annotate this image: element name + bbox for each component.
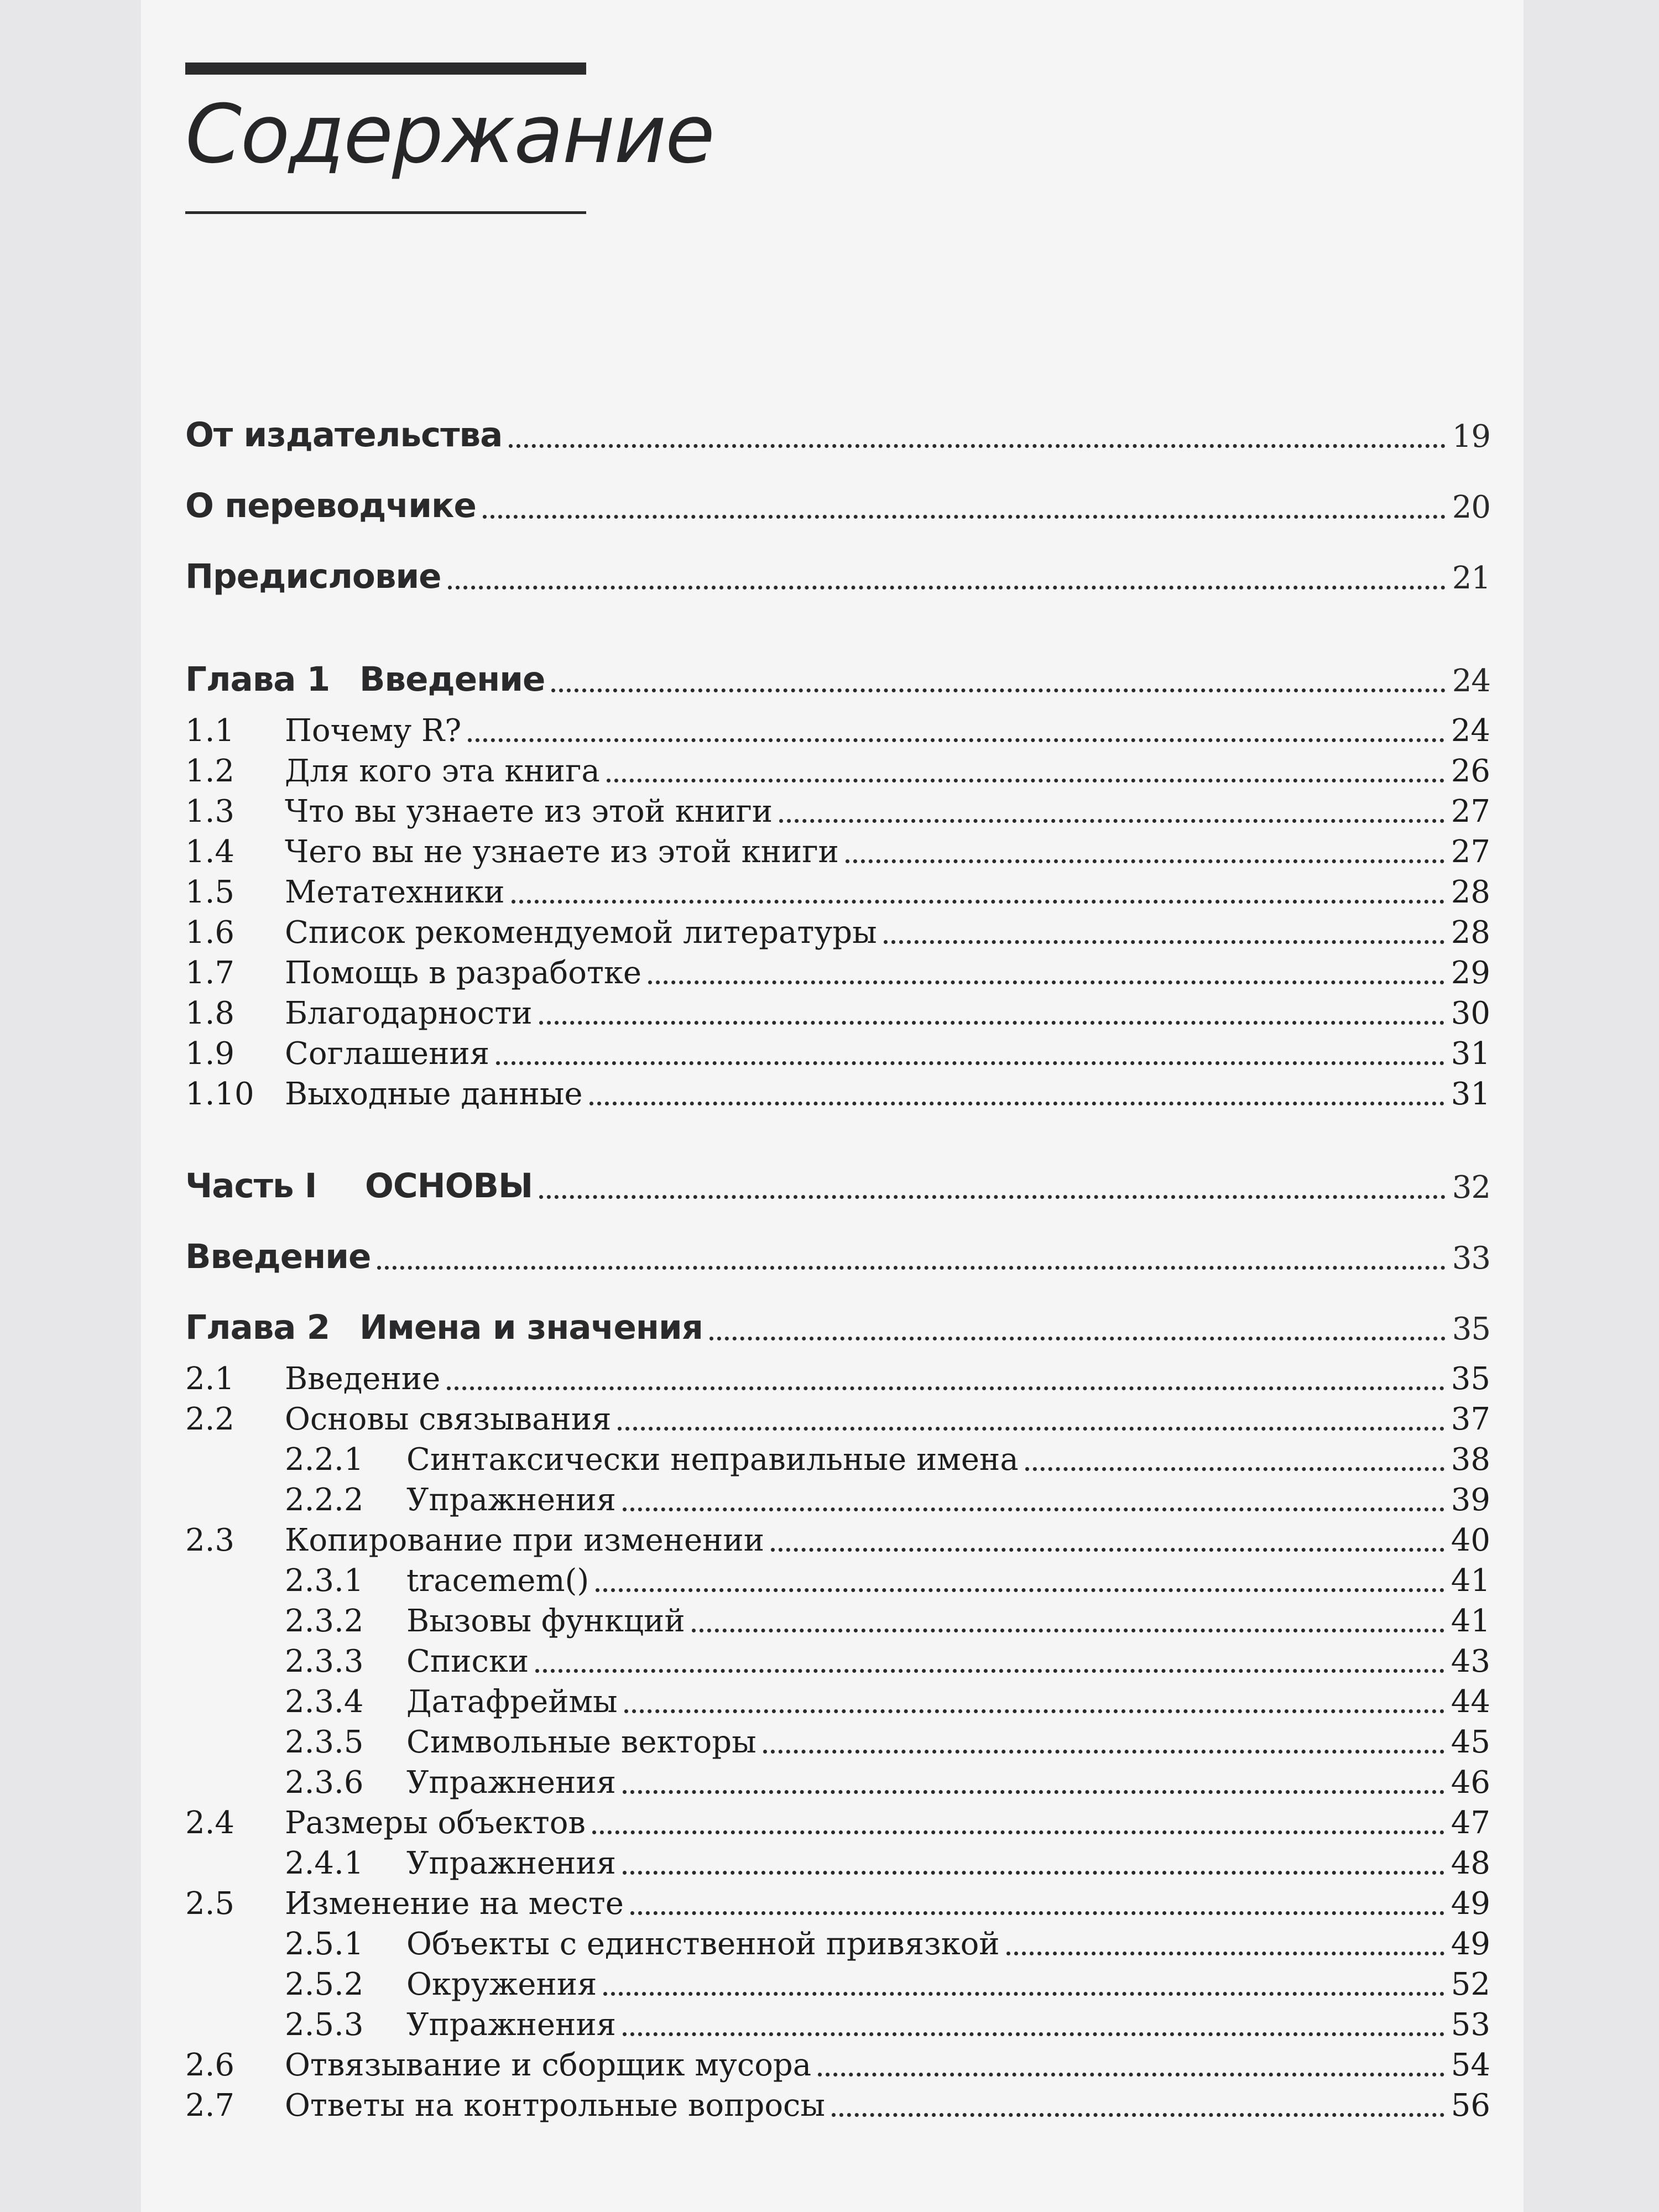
toc-entry-title: Выходные данные bbox=[285, 1076, 583, 1112]
toc-entry-page-number: 19 bbox=[1452, 419, 1490, 455]
dot-leader bbox=[692, 1629, 1444, 1632]
toc-entry-title: От издательства bbox=[185, 415, 503, 455]
dot-leader bbox=[596, 1588, 1444, 1592]
toc-entry-number: 1.10 bbox=[185, 1076, 254, 1112]
dot-leader bbox=[709, 1337, 1446, 1340]
dot-leader bbox=[539, 1195, 1446, 1199]
toc-entry-page-number: 29 bbox=[1451, 955, 1490, 991]
toc-entry[interactable] bbox=[185, 1232, 1490, 1276]
dot-leader bbox=[763, 1750, 1444, 1754]
toc-entry-title: Благодарности bbox=[285, 995, 533, 1031]
toc-entry-number: 2.5.2 bbox=[285, 1966, 364, 2002]
dot-leader bbox=[483, 515, 1446, 519]
toc-entry-number: 2.2.1 bbox=[285, 1442, 364, 1478]
dot-leader bbox=[607, 779, 1444, 782]
toc-entry-number: 2.5.1 bbox=[285, 1926, 364, 1962]
toc-entry[interactable] bbox=[185, 1963, 1490, 2002]
toc-entry-number: 1.4 bbox=[185, 834, 235, 870]
toc-entry-page-number: 33 bbox=[1452, 1240, 1490, 1276]
dot-leader bbox=[623, 1790, 1444, 1794]
toc-entry-page-number: 54 bbox=[1451, 2047, 1490, 2083]
toc-entry-page-number: 48 bbox=[1451, 1845, 1490, 1881]
toc-entry-page-number: 26 bbox=[1451, 753, 1490, 789]
toc-entry[interactable] bbox=[185, 1438, 1490, 1478]
toc-entry[interactable] bbox=[185, 655, 1490, 699]
toc-entry[interactable] bbox=[185, 870, 1490, 910]
toc-entry-number: 2.2 bbox=[185, 1401, 235, 1437]
toc-entry-title: Ответы на контрольные вопросы bbox=[285, 2088, 825, 2124]
toc-entry[interactable] bbox=[185, 2084, 1490, 2124]
dot-leader bbox=[551, 688, 1445, 692]
dot-leader bbox=[535, 1669, 1444, 1673]
toc-entry-title: Упражнения bbox=[406, 1845, 616, 1881]
toc-entry[interactable] bbox=[185, 830, 1490, 870]
toc-entry-number: 1.3 bbox=[185, 794, 235, 830]
dot-leader bbox=[648, 980, 1444, 984]
toc-entry-title: Введение bbox=[285, 1361, 441, 1397]
toc-entry-number: 2.3.4 bbox=[285, 1684, 364, 1720]
toc-entry-title: Помощь в разработке bbox=[285, 955, 642, 991]
toc-entry-title: Синтаксически неправильные имена bbox=[406, 1442, 1019, 1478]
toc-entry-number: 2.1 bbox=[185, 1361, 235, 1397]
toc-entry-number: 1.7 bbox=[185, 955, 235, 991]
toc-entry[interactable] bbox=[185, 1303, 1490, 1347]
toc-entry[interactable] bbox=[185, 992, 1490, 1031]
dot-leader bbox=[448, 586, 1446, 589]
toc-entry-number: 2.3.6 bbox=[285, 1765, 364, 1801]
toc-entry[interactable] bbox=[185, 1599, 1490, 1639]
toc-entry[interactable] bbox=[185, 410, 1490, 455]
toc-entry-number: 1.6 bbox=[185, 915, 235, 951]
toc-entry[interactable] bbox=[185, 951, 1490, 991]
toc-entry-page-number: 37 bbox=[1451, 1401, 1490, 1437]
toc-entry-title: Датафреймы bbox=[406, 1684, 618, 1720]
dot-leader bbox=[1025, 1467, 1444, 1471]
toc-entry-page-number: 43 bbox=[1451, 1644, 1490, 1679]
toc-entry-page-number: 35 bbox=[1451, 1361, 1490, 1397]
dot-leader bbox=[630, 1911, 1444, 1915]
toc-entry-page-number: 24 bbox=[1451, 713, 1490, 749]
dot-leader bbox=[377, 1266, 1445, 1270]
toc-entry-number: 2.3.1 bbox=[285, 1563, 364, 1599]
dot-leader bbox=[624, 1709, 1444, 1713]
toc-entry[interactable] bbox=[185, 790, 1490, 830]
dot-leader bbox=[818, 2073, 1444, 2077]
toc-entry-title: Изменение на месте bbox=[285, 1886, 624, 1922]
dot-leader bbox=[589, 1102, 1444, 1105]
toc-entry-page-number: 47 bbox=[1451, 1805, 1490, 1841]
toc-entry-number: 2.6 bbox=[185, 2047, 235, 2083]
toc-entry-page-number: 20 bbox=[1452, 489, 1490, 525]
toc-entry-number: 2.3.3 bbox=[285, 1644, 364, 1679]
toc-entry-title: Введение bbox=[185, 1237, 371, 1276]
toc-entry-page-number: 49 bbox=[1451, 1926, 1490, 1962]
toc-entry-title: Упражнения bbox=[406, 2007, 616, 2043]
toc-entry[interactable] bbox=[185, 1922, 1490, 1962]
toc-entry[interactable] bbox=[185, 1720, 1490, 1760]
toc-entry[interactable] bbox=[185, 709, 1490, 749]
dot-leader bbox=[884, 940, 1444, 944]
dot-leader bbox=[846, 859, 1444, 863]
toc-entry-page-number: 49 bbox=[1451, 1886, 1490, 1922]
toc-entry-title: Списки bbox=[406, 1644, 529, 1679]
toc-entry-page-number: 28 bbox=[1451, 874, 1490, 910]
toc-entry[interactable] bbox=[185, 1032, 1490, 1072]
toc-entry-page-number: 35 bbox=[1452, 1311, 1490, 1347]
toc-entry[interactable] bbox=[185, 1559, 1490, 1599]
page-title: Содержание bbox=[185, 87, 714, 181]
toc-entry-title: Отвязывание и сборщик мусора bbox=[285, 2047, 812, 2083]
toc-entry-title: Основы связывания bbox=[285, 1401, 612, 1437]
dot-leader bbox=[539, 1021, 1444, 1025]
dot-leader bbox=[509, 444, 1445, 448]
dot-leader bbox=[779, 819, 1444, 823]
toc-entry[interactable] bbox=[185, 1841, 1490, 1881]
toc-entry-page-number: 30 bbox=[1451, 995, 1490, 1031]
toc-entry[interactable] bbox=[185, 1478, 1490, 1518]
dot-leader bbox=[592, 1830, 1444, 1834]
toc-entry-page-number: 56 bbox=[1451, 2088, 1490, 2124]
dot-leader bbox=[832, 2113, 1444, 2117]
toc-entry-title: Окружения bbox=[406, 1966, 597, 2002]
toc-entry-title: Метатехники bbox=[285, 874, 505, 910]
toc-entry-number: 1.2 bbox=[185, 753, 235, 789]
toc-entry[interactable] bbox=[185, 1801, 1490, 1841]
toc-entry-number: Глава 2 bbox=[185, 1308, 330, 1347]
toc-entry-page-number: 27 bbox=[1451, 794, 1490, 830]
dot-leader bbox=[623, 2032, 1444, 2036]
toc-entry[interactable] bbox=[185, 1357, 1490, 1397]
toc-entry[interactable] bbox=[185, 1161, 1490, 1206]
dot-leader bbox=[623, 1871, 1444, 1875]
toc-entry-title: Список рекомендуемой литературы bbox=[285, 915, 877, 951]
toc-entry-page-number: 41 bbox=[1451, 1563, 1490, 1599]
toc-entry-page-number: 39 bbox=[1451, 1482, 1490, 1518]
toc-entry-title: Имена и значения bbox=[359, 1308, 703, 1347]
toc-entry[interactable] bbox=[185, 1882, 1490, 1922]
toc-entry-page-number: 28 bbox=[1451, 915, 1490, 951]
toc-entry-page-number: 31 bbox=[1451, 1036, 1490, 1072]
toc-entry[interactable] bbox=[185, 911, 1490, 951]
toc-entry[interactable] bbox=[185, 749, 1490, 789]
toc-entry-number: 1.8 bbox=[185, 995, 235, 1031]
toc-entry[interactable] bbox=[185, 1640, 1490, 1679]
toc-entry-page-number: 27 bbox=[1451, 834, 1490, 870]
toc-entry-title: Предисловие bbox=[185, 557, 441, 596]
dot-leader bbox=[1006, 1952, 1444, 1955]
dot-leader bbox=[468, 738, 1444, 742]
toc-entry-page-number: 46 bbox=[1451, 1765, 1490, 1801]
toc-entry[interactable] bbox=[185, 1680, 1490, 1720]
toc-entry-number: 2.5 bbox=[185, 1886, 235, 1922]
toc-entry-title: Вызовы функций bbox=[406, 1603, 685, 1639]
toc-entry-page-number: 45 bbox=[1451, 1724, 1490, 1760]
toc-entry[interactable] bbox=[185, 2003, 1490, 2043]
toc-entry-title: О переводчике bbox=[185, 486, 476, 525]
toc-entry-title: ОСНОВЫ bbox=[365, 1166, 533, 1206]
toc-entry-page-number: 21 bbox=[1452, 560, 1490, 596]
toc-entry-number: 1.5 bbox=[185, 874, 235, 910]
toc-entry[interactable] bbox=[185, 1761, 1490, 1801]
toc-entry-number: Глава 1 bbox=[185, 660, 330, 699]
toc-entry-number: 2.2.2 bbox=[285, 1482, 364, 1518]
toc-entry-page-number: 31 bbox=[1451, 1076, 1490, 1112]
toc-entry-page-number: 38 bbox=[1451, 1442, 1490, 1478]
toc-entry[interactable] bbox=[185, 1519, 1490, 1558]
dot-leader bbox=[496, 1061, 1444, 1065]
toc-entry-number: 2.5.3 bbox=[285, 2007, 364, 2043]
dot-leader bbox=[512, 900, 1444, 904]
toc-entry-title: Соглашения bbox=[285, 1036, 490, 1072]
toc-entry-page-number: 24 bbox=[1452, 663, 1490, 699]
toc-entry-title: Упражнения bbox=[406, 1482, 616, 1518]
toc-entry-number: 2.4 bbox=[185, 1805, 235, 1841]
dot-leader bbox=[771, 1548, 1444, 1552]
toc-entry[interactable] bbox=[185, 2043, 1490, 2083]
toc-entry-title: Почему R? bbox=[285, 713, 462, 749]
toc-entry-number: 1.9 bbox=[185, 1036, 235, 1072]
dot-leader bbox=[603, 1992, 1444, 1996]
toc-entry-page-number: 52 bbox=[1451, 1966, 1490, 2002]
toc-entry[interactable] bbox=[185, 481, 1490, 525]
toc-entry-page-number: 40 bbox=[1451, 1522, 1490, 1558]
toc-entry-page-number: 32 bbox=[1452, 1170, 1490, 1206]
toc-entry-title: Копирование при изменении bbox=[285, 1522, 765, 1558]
toc-entry-title: Чего вы не узнаете из этой книги bbox=[285, 834, 839, 870]
toc-entry-number: 1.1 bbox=[185, 713, 235, 749]
toc-entry[interactable] bbox=[185, 552, 1490, 596]
toc-entry-title: Символьные векторы bbox=[406, 1724, 757, 1760]
toc-entry-title: tracemem() bbox=[406, 1563, 589, 1599]
toc-entry-number: 2.7 bbox=[185, 2088, 235, 2124]
toc-entry-title: Объекты с единственной привязкой bbox=[406, 1926, 1000, 1962]
toc-entry[interactable] bbox=[185, 1072, 1490, 1112]
dot-leader bbox=[447, 1386, 1444, 1390]
toc-entry-title: Что вы узнаете из этой книги bbox=[285, 794, 773, 830]
dot-leader bbox=[618, 1427, 1444, 1431]
toc-entry-title: Размеры объектов bbox=[285, 1805, 586, 1841]
toc-entry-number: Часть I bbox=[185, 1166, 317, 1206]
toc-entry-page-number: 44 bbox=[1451, 1684, 1490, 1720]
toc-entry-page-number: 41 bbox=[1451, 1603, 1490, 1639]
toc-entry-title: Упражнения bbox=[406, 1765, 616, 1801]
dot-leader bbox=[623, 1507, 1444, 1511]
toc-entry-number: 2.3 bbox=[185, 1522, 235, 1558]
toc-entry-title: Для кого эта книга bbox=[285, 753, 600, 789]
toc-entry-title: Введение bbox=[359, 660, 545, 699]
toc-entry-number: 2.3.5 bbox=[285, 1724, 364, 1760]
toc-entry-number: 2.4.1 bbox=[285, 1845, 364, 1881]
toc-entry-page-number: 53 bbox=[1451, 2007, 1490, 2043]
toc-entry-number: 2.3.2 bbox=[285, 1603, 364, 1639]
toc-entry[interactable] bbox=[185, 1397, 1490, 1437]
